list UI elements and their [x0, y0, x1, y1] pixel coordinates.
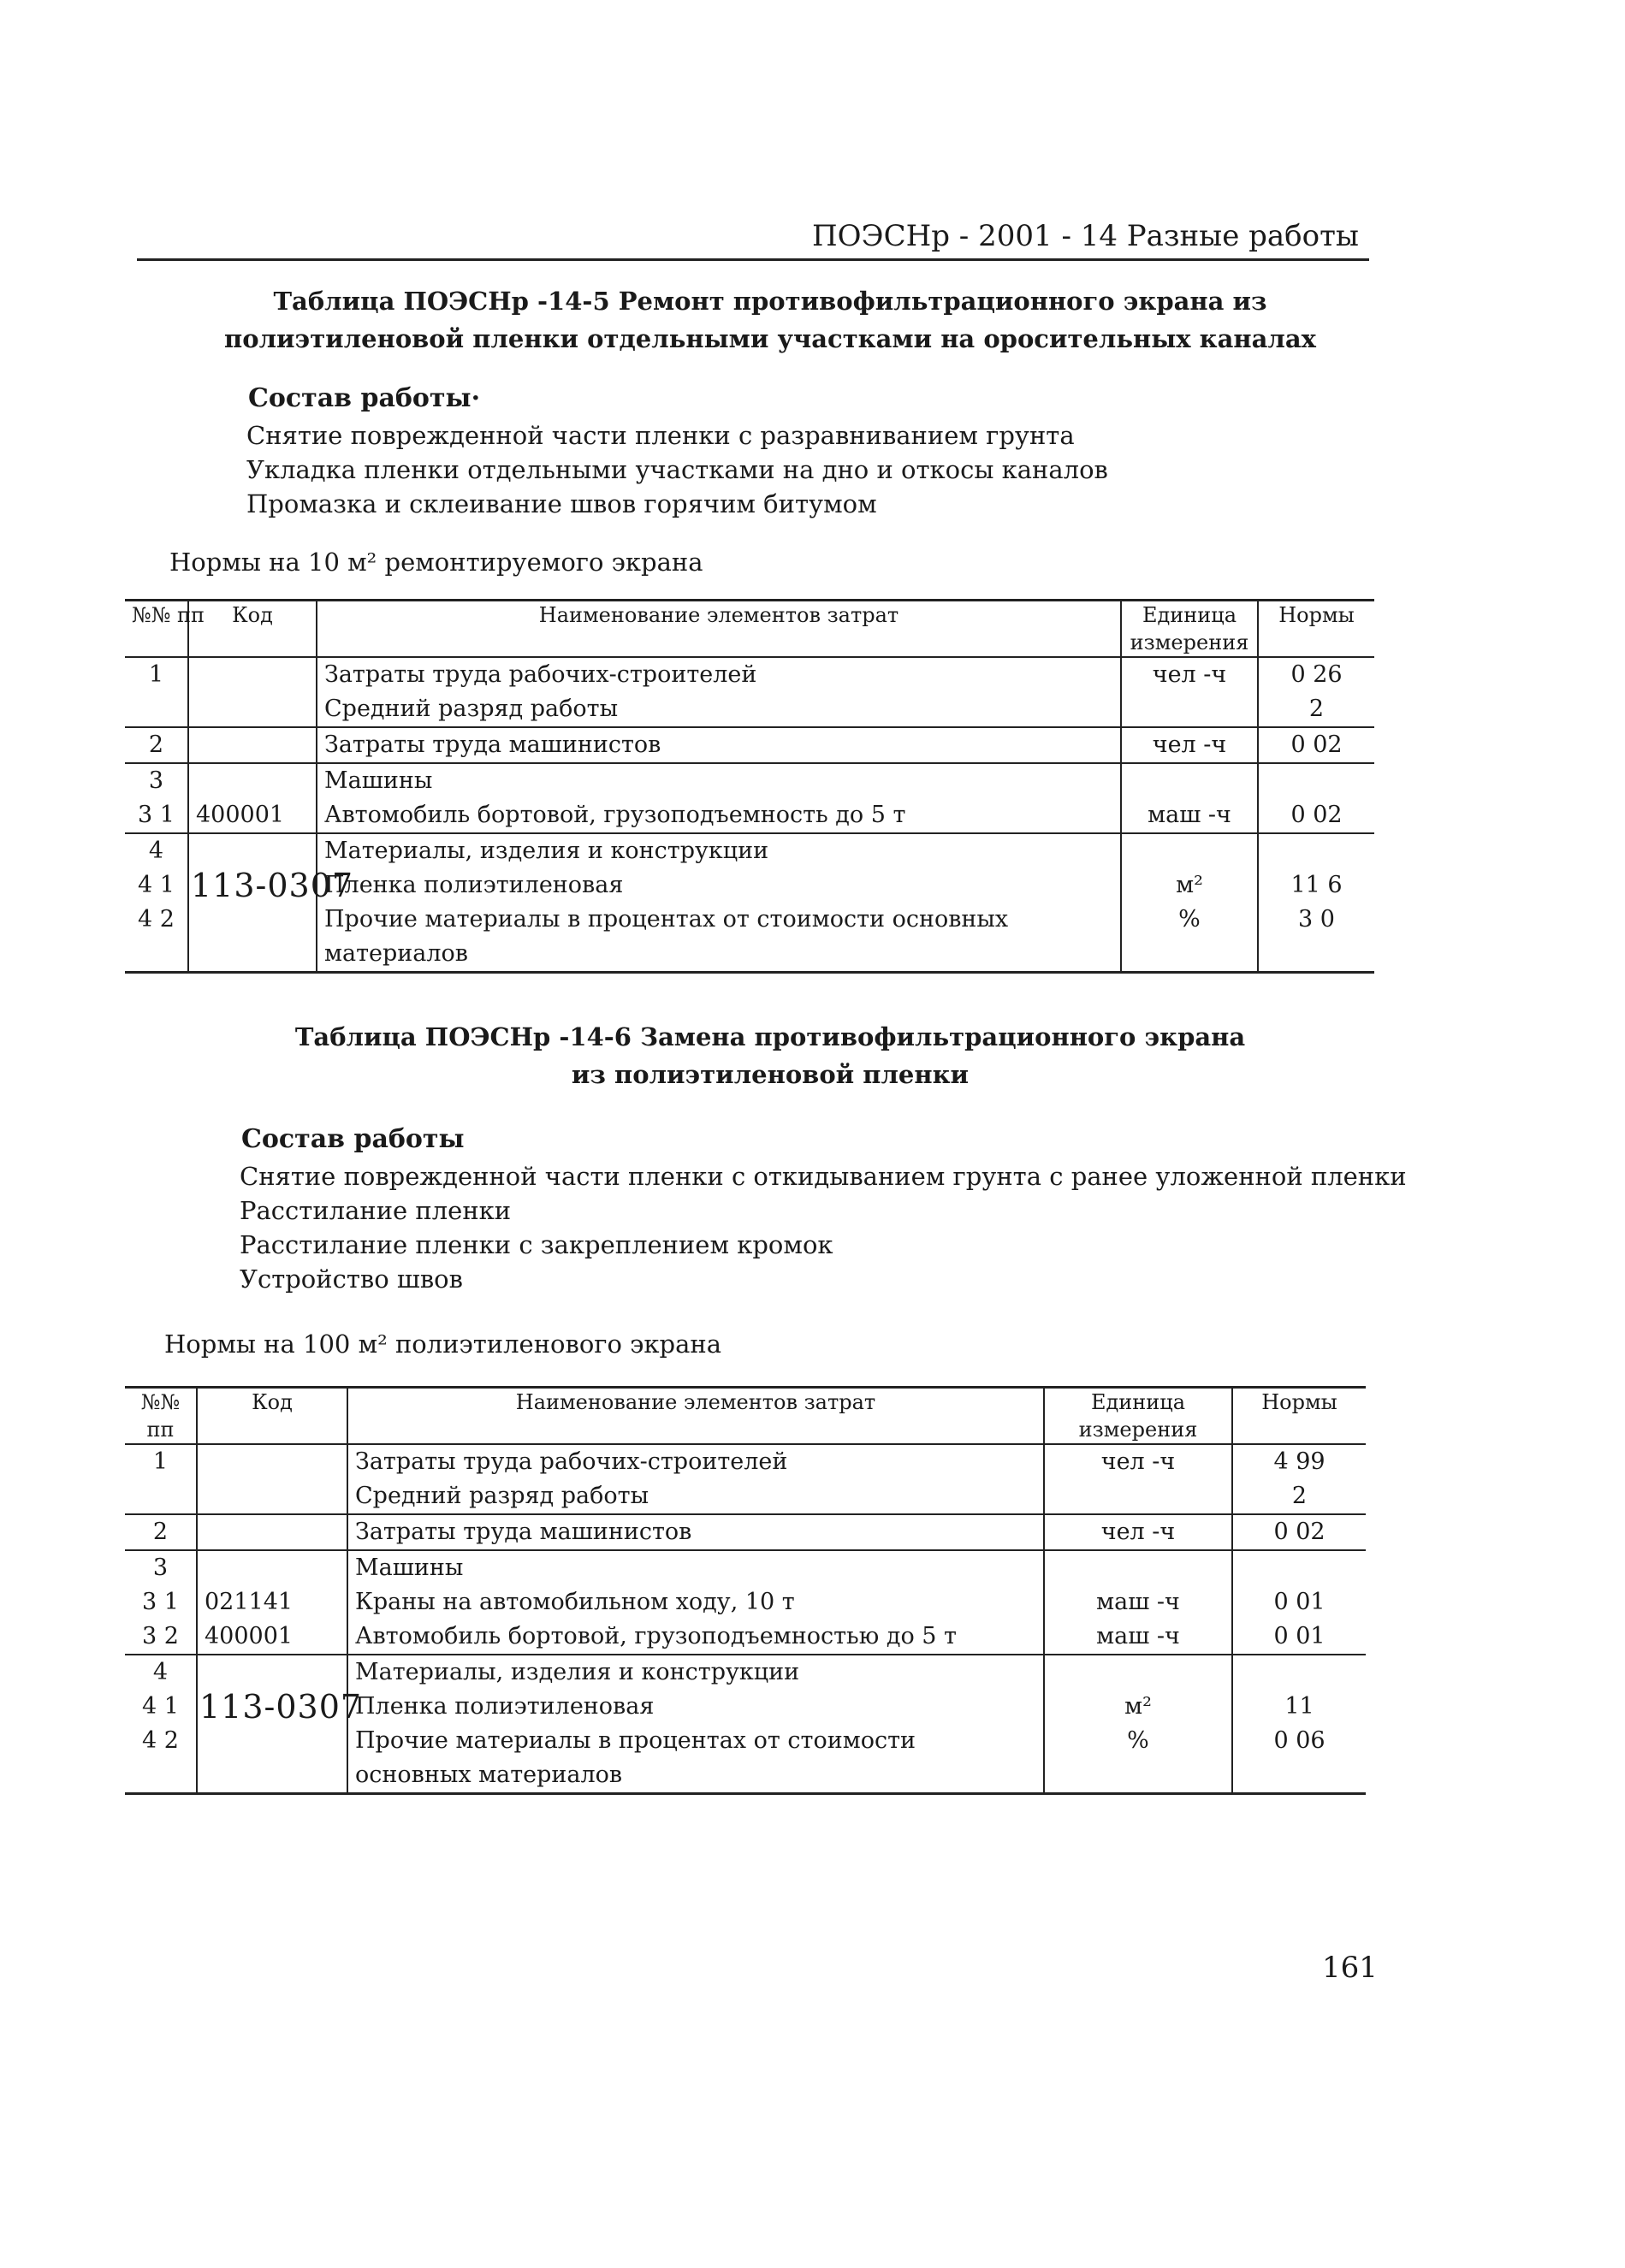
cell-num: [125, 1758, 197, 1794]
cell-unit: чел -ч: [1044, 1514, 1232, 1550]
cell-name: Материалы, изделия и конструкции: [317, 833, 1121, 868]
cell-name: Материалы, изделия и конструкции: [347, 1655, 1044, 1690]
header-norm: Нормы: [1232, 1388, 1366, 1445]
header-num: №№ пп: [125, 601, 188, 658]
cell-norm: [1258, 833, 1374, 868]
cell-num: 3: [125, 1550, 197, 1585]
cell-num: 2: [125, 727, 188, 763]
cell-num: [125, 692, 188, 727]
cell-code: 400001: [197, 1620, 347, 1655]
table1-work-item: Укладка пленки отдельными участками на дно и откосы каналов: [246, 455, 1108, 484]
table1-caption-line1: Таблица ПОЭСНр -14-5 Ремонт противофильтрационного экрана из: [273, 287, 1267, 316]
cell-code: [197, 1758, 347, 1794]
cell-code: 113-0307: [188, 868, 317, 903]
cell-num: 4: [125, 1655, 197, 1690]
page-header: [137, 214, 1369, 261]
cell-code: [188, 833, 317, 868]
header-norm: Нормы: [1258, 601, 1374, 658]
cell-num: [125, 937, 188, 973]
cell-name: Прочие материалы в процентах от стоимости: [347, 1724, 1044, 1758]
table2-work-heading: Состав работы: [241, 1124, 465, 1154]
table-row: [125, 763, 1374, 798]
cell-num: 2: [125, 1514, 197, 1550]
cell-unit: [1121, 692, 1258, 727]
cell-code: [188, 692, 317, 727]
table1-caption-line2: полиэтиленовой пленки отдельными участками на оросительных каналах: [224, 324, 1316, 353]
table-row: [125, 868, 1374, 903]
cell-norm: 0 01: [1273, 1623, 1326, 1649]
cell-code: 400001: [188, 798, 317, 833]
cell-name: Затраты труда рабочих-строителей: [347, 1444, 1044, 1479]
table-header-row: [125, 601, 1374, 658]
cell-norm: 4 99: [1232, 1444, 1366, 1479]
cell-norm: [1232, 1655, 1366, 1690]
cell-num: 4: [125, 833, 188, 868]
cell-norm: [1258, 763, 1374, 798]
cell-num: 4 1: [125, 868, 188, 903]
cell-name: Машины: [317, 763, 1121, 798]
cell-unit: [1044, 1479, 1232, 1514]
table1-caption: [154, 282, 1386, 358]
page-number: 161: [1322, 1951, 1378, 1985]
cell-norm: 0 02: [1258, 727, 1374, 763]
cell-num: 4 2: [125, 1724, 197, 1758]
cell-name: Краны на автомобильном ходу, 10 т: [347, 1585, 1044, 1620]
cell-code: [197, 1724, 347, 1758]
cell-norm: [1258, 937, 1374, 973]
cell-num: 3: [125, 763, 188, 798]
cell-unit: маш -ч: [1044, 1620, 1232, 1655]
table-row: [125, 1655, 1366, 1690]
cell-norm: 11 6: [1290, 872, 1343, 898]
cell-norm: 0 06: [1273, 1727, 1326, 1754]
cell-name: Затраты труда рабочих-строителей: [317, 657, 1121, 692]
cell-code: [188, 903, 317, 937]
table2-work-item: Снятие поврежденной части пленки с откидыванием грунта с ранее уложенной пленки: [240, 1162, 1407, 1191]
cell-unit: м²: [1121, 868, 1258, 903]
cell-code: 113-0307: [197, 1690, 347, 1724]
header-unit: Единица измерения: [1044, 1388, 1232, 1445]
cell-unit: маш -ч: [1044, 1585, 1232, 1620]
cell-unit: чел -ч: [1121, 727, 1258, 763]
cell-norm: 0 26: [1258, 657, 1374, 692]
cell-norm: 0 02: [1290, 802, 1343, 828]
cell-norm: [1232, 1550, 1366, 1585]
header-code: Код: [197, 1388, 347, 1445]
table2-caption: [154, 1018, 1386, 1093]
table1-work-item: Промазка и склеивание швов горячим битумом: [246, 489, 877, 518]
table-row: [125, 798, 1374, 833]
header-name: Наименование элементов затрат: [317, 601, 1121, 658]
cell-name: материалов: [317, 937, 1121, 973]
table1-work-heading: Состав работы·: [248, 383, 481, 413]
cell-unit: [1044, 1758, 1232, 1794]
table-row: [125, 903, 1374, 937]
table-row: [125, 1690, 1366, 1724]
cell-norm: 11: [1284, 1693, 1314, 1720]
table-row: [125, 1724, 1366, 1758]
cell-code: [197, 1514, 347, 1550]
table-row: [125, 1620, 1366, 1655]
cell-num: 1: [125, 657, 188, 692]
cell-num: 3 2: [125, 1620, 197, 1655]
cell-name: Средний разряд работы: [347, 1479, 1044, 1514]
cell-unit: чел -ч: [1121, 657, 1258, 692]
table2-norms: [125, 1386, 1366, 1795]
table-row: [125, 1585, 1366, 1620]
header-code: Код: [188, 601, 317, 658]
cell-name: Пленка полиэтиленовая: [317, 868, 1121, 903]
cell-name: основных материалов: [347, 1758, 1044, 1794]
cell-unit: маш -ч: [1121, 798, 1258, 833]
cell-code: [188, 657, 317, 692]
cell-name: Машины: [347, 1550, 1044, 1585]
cell-unit: м²: [1044, 1690, 1232, 1724]
cell-norm: 0 02: [1232, 1514, 1366, 1550]
cell-unit: [1044, 1655, 1232, 1690]
cell-code: [188, 727, 317, 763]
cell-num: 4 1: [125, 1690, 197, 1724]
header-text: ПОЭСНр - 2001 - 14 Разные работы: [812, 219, 1359, 253]
table-row: [125, 1444, 1366, 1479]
cell-name: Пленка полиэтиленовая: [347, 1690, 1044, 1724]
cell-norm: 2: [1308, 696, 1325, 722]
cell-name: Средний разряд работы: [317, 692, 1121, 727]
cell-code: [197, 1479, 347, 1514]
table1-work-item: Снятие поврежденной части пленки с разравниванием грунта: [246, 421, 1075, 450]
header-num: №№ пп: [125, 1388, 197, 1445]
cell-code: [197, 1444, 347, 1479]
cell-num: [125, 1479, 197, 1514]
table-row: [125, 1550, 1366, 1585]
cell-unit: [1044, 1550, 1232, 1585]
cell-code: [188, 763, 317, 798]
table2-caption-line2: из полиэтиленовой пленки: [571, 1060, 970, 1089]
cell-num: 4 2: [125, 903, 188, 937]
table2-work-item: Расстилание пленки с закреплением кромок: [240, 1230, 833, 1259]
table-row: [125, 692, 1374, 727]
cell-norm: 0 01: [1273, 1589, 1326, 1615]
table-row: [125, 833, 1374, 868]
table2-caption-line1: Таблица ПОЭСНр -14-6 Замена противофильтрационного экрана: [294, 1022, 1246, 1051]
table1-norms: [125, 599, 1374, 974]
cell-unit: [1121, 833, 1258, 868]
cell-unit: [1121, 937, 1258, 973]
table-row: [125, 657, 1374, 692]
cell-num: 3 1: [125, 1585, 197, 1620]
cell-norm: 3 0: [1298, 906, 1335, 933]
cell-name: Затраты труда машинистов: [347, 1514, 1044, 1550]
table-row: [125, 1758, 1366, 1794]
cell-name: Автомобиль бортовой, грузоподъемностью до 5 т: [347, 1620, 1044, 1655]
table2-work-item: Устройство швов: [240, 1264, 463, 1294]
table-row: [125, 937, 1374, 973]
cell-unit: чел -ч: [1044, 1444, 1232, 1479]
table2-norms-caption: Нормы на 100 м² полиэтиленового экрана: [164, 1329, 721, 1359]
table1-norms-caption: Нормы на 10 м² ремонтируемого экрана: [169, 548, 703, 577]
cell-name: Прочие материалы в процентах от стоимости основных: [317, 903, 1121, 937]
cell-num: 3 1: [125, 798, 188, 833]
cell-num: 1: [125, 1444, 197, 1479]
cell-code: 021141: [197, 1585, 347, 1620]
cell-name: Автомобиль бортовой, грузоподъемность до 5 т: [317, 798, 1121, 833]
cell-unit: [1121, 763, 1258, 798]
table-row: [125, 1479, 1366, 1514]
cell-code: [197, 1655, 347, 1690]
cell-unit: %: [1121, 903, 1258, 937]
cell-code: [188, 937, 317, 973]
cell-name: Затраты труда машинистов: [317, 727, 1121, 763]
cell-code: [197, 1550, 347, 1585]
cell-norm: [1232, 1758, 1366, 1794]
header-unit: Единица измерения: [1121, 601, 1258, 658]
cell-unit: %: [1044, 1724, 1232, 1758]
table2-work-item: Расстилание пленки: [240, 1196, 512, 1225]
table-row: [125, 727, 1374, 763]
table-row: [125, 1514, 1366, 1550]
table-header-row: [125, 1388, 1366, 1445]
header-name: Наименование элементов затрат: [347, 1388, 1044, 1445]
cell-norm: 2: [1291, 1483, 1308, 1509]
